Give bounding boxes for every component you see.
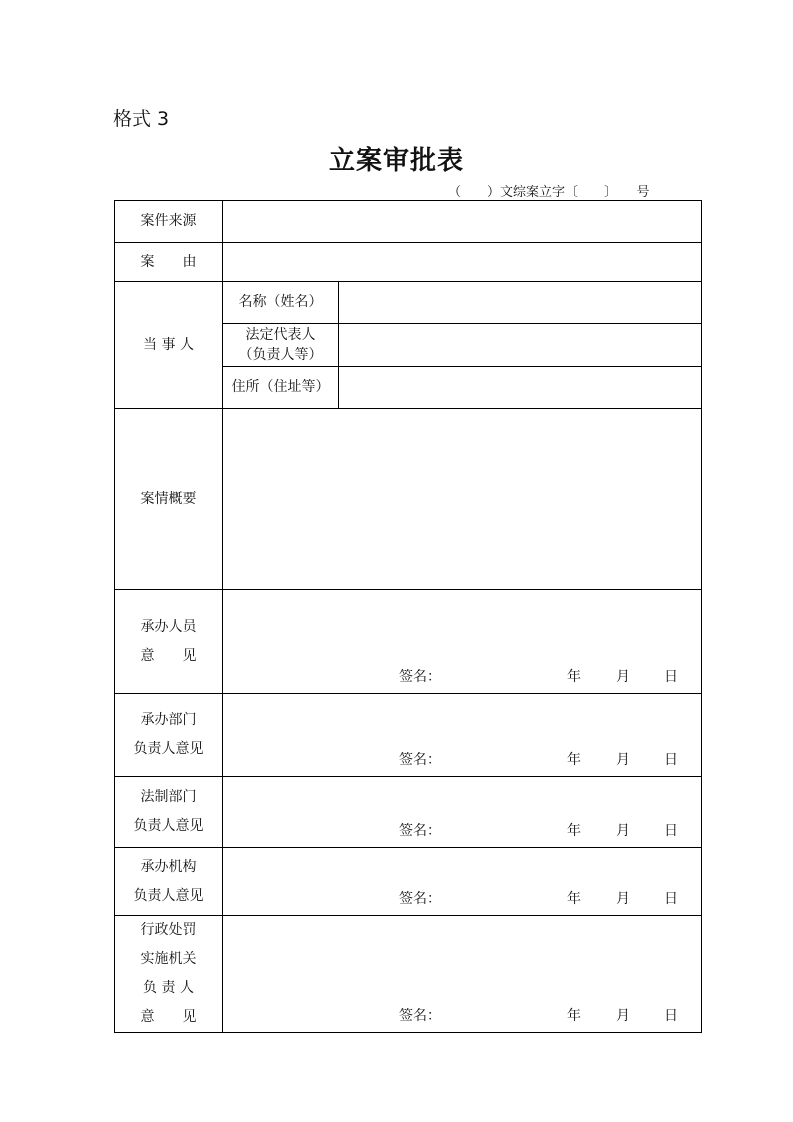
month-label: 月 — [616, 669, 630, 685]
case-cause-label: 案 由 — [115, 243, 223, 282]
day-label: 日 — [664, 752, 678, 768]
format-label: 格式 3 — [113, 108, 170, 130]
opinion-row — [115, 848, 702, 916]
row-case-cause — [115, 243, 702, 282]
opinion-label-line: 负责人意见 — [133, 741, 204, 757]
signature-label: 签名： — [399, 891, 441, 907]
year-label: 年 — [567, 752, 581, 768]
month-label: 月 — [616, 891, 630, 907]
opinion-label-line: 承办部门 — [140, 712, 197, 728]
signature-label: 签名： — [399, 823, 441, 839]
opinion-label — [115, 590, 223, 694]
row-case-summary — [115, 409, 702, 590]
party-name-label: 名称（姓名） — [223, 282, 339, 324]
opinion-field[interactable] — [223, 590, 702, 694]
month-label: 月 — [616, 752, 630, 768]
opinion-label-line: 法制部门 — [140, 789, 197, 805]
case-source-label: 案件来源 — [115, 201, 223, 243]
case-summary-label: 案情概要 — [115, 409, 223, 590]
approval-form-table — [114, 200, 702, 1033]
month-label: 月 — [616, 823, 630, 839]
legal-rep-field[interactable] — [339, 324, 702, 367]
legal-rep-label-line2: （负责人等） — [238, 347, 323, 363]
opinion-label-line: 实施机关 — [140, 951, 197, 967]
opinion-label-line: 行政处罚 — [140, 922, 197, 938]
document-number-line: （ ）文综案立字〔 〕 号 — [448, 185, 650, 200]
month-label: 月 — [616, 1008, 630, 1024]
signature-label: 签名： — [399, 1008, 441, 1024]
year-label: 年 — [567, 891, 581, 907]
opinion-row — [115, 694, 702, 777]
day-label: 日 — [664, 823, 678, 839]
day-label: 日 — [664, 1008, 678, 1024]
opinion-label-line: 意 见 — [140, 1009, 197, 1025]
case-cause-field[interactable] — [223, 243, 702, 282]
year-label: 年 — [567, 669, 581, 685]
row-case-source — [115, 201, 702, 243]
opinion-label-line: 意 见 — [140, 647, 197, 664]
case-summary-field[interactable] — [223, 409, 702, 590]
opinion-field[interactable] — [223, 848, 702, 916]
opinion-label-line: 负责人意见 — [133, 818, 204, 834]
legal-rep-label — [223, 324, 339, 367]
opinion-field[interactable] — [223, 777, 702, 848]
opinion-row — [115, 916, 702, 1033]
year-label: 年 — [567, 1008, 581, 1024]
address-label: 住所（住址等） — [223, 367, 339, 409]
opinion-row — [115, 590, 702, 694]
opinion-label — [115, 777, 223, 848]
document-title: 立案审批表 — [328, 146, 464, 176]
party-label: 当 事 人 — [115, 282, 223, 409]
party-name-field[interactable] — [339, 282, 702, 324]
opinion-label-line: 负责人意见 — [133, 887, 204, 904]
opinion-label — [115, 694, 223, 777]
day-label: 日 — [664, 669, 678, 685]
opinion-label-line: 承办机构 — [140, 858, 197, 875]
opinion-label — [115, 916, 223, 1033]
opinion-label-line: 承办人员 — [140, 618, 197, 635]
case-source-field[interactable] — [223, 201, 702, 243]
opinion-label-line: 负 责 人 — [143, 980, 194, 996]
legal-rep-label-line1: 法定代表人 — [245, 327, 316, 343]
day-label: 日 — [664, 891, 678, 907]
opinion-field[interactable] — [223, 916, 702, 1033]
year-label: 年 — [567, 823, 581, 839]
opinion-field[interactable] — [223, 694, 702, 777]
opinion-label — [115, 848, 223, 916]
opinion-row — [115, 777, 702, 848]
address-field[interactable] — [339, 367, 702, 409]
signature-label: 签名： — [399, 669, 441, 685]
row-party-name — [115, 282, 702, 324]
signature-label: 签名： — [399, 752, 441, 768]
